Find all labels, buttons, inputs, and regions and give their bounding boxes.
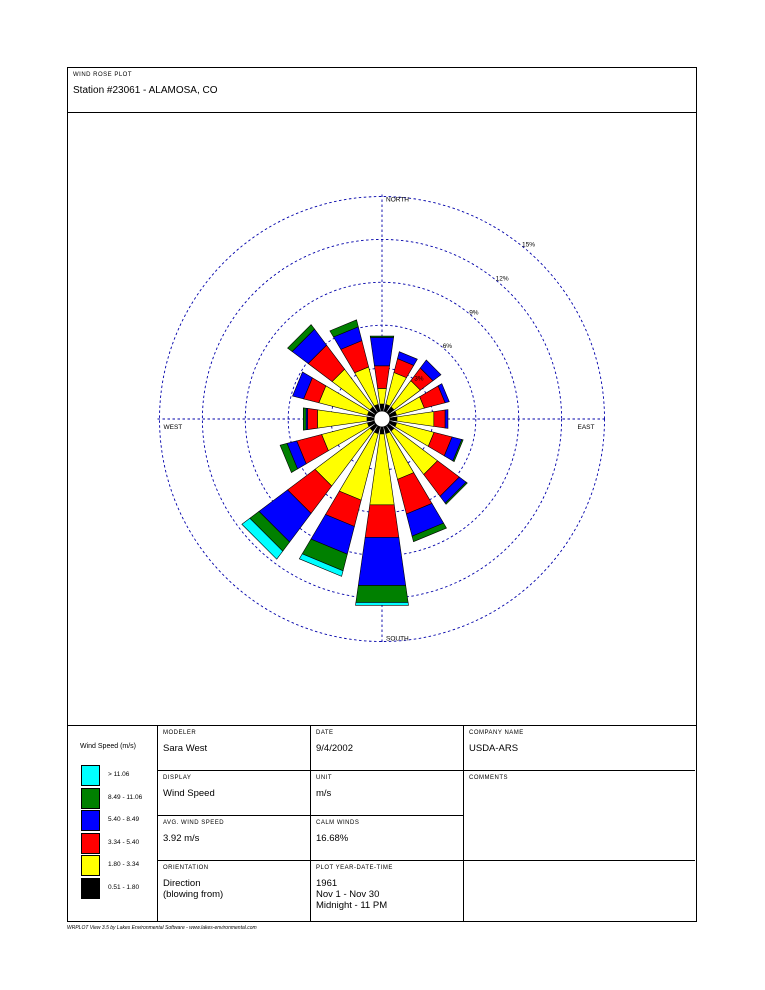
petal-e-2 (434, 410, 445, 428)
plot-header (68, 68, 696, 113)
comments-label: COMMENTS (469, 775, 508, 781)
legend-swatch-3 (81, 833, 100, 854)
plot-time-label: PLOT YEAR-DATE-TIME (316, 865, 393, 871)
petal-w-2 (308, 408, 318, 429)
legend-swatch-2 (81, 810, 100, 831)
ring-label-3: 3% (414, 375, 424, 383)
display-value: Wind Speed (163, 788, 215, 799)
petal-w-4 (303, 408, 306, 430)
orientation-note: (blowing from) (163, 889, 224, 900)
petal-n-4 (370, 336, 394, 337)
date-value: 9/4/2002 (316, 743, 353, 754)
plot-time-cell (311, 861, 463, 922)
petal-n-1 (378, 388, 387, 404)
wind-rose-svg (68, 113, 696, 725)
label-west: WEST (163, 424, 183, 431)
footer-credit: WRPLOT View 3.5 by Lakes Environmental Software - www.lakes-environmental.com (67, 925, 257, 931)
date-cell (311, 726, 463, 770)
ring-label-12: 12% (495, 275, 509, 283)
legend-swatch-4 (81, 855, 100, 876)
unit-cell (311, 771, 463, 815)
petal-n-0 (380, 404, 384, 411)
avg-speed-value: 3.92 m/s (163, 833, 200, 844)
unit-label: UNIT (316, 775, 332, 781)
wind-rose-plot (68, 113, 696, 725)
legend-swatch-5 (81, 878, 100, 899)
display-cell (158, 771, 310, 815)
label-east: EAST (577, 424, 595, 431)
calm-winds-value: 16.68% (316, 833, 349, 844)
orientation-cell (158, 861, 310, 922)
petal-w-0 (367, 417, 374, 421)
avg-speed-label: AVG. WIND SPEED (163, 820, 225, 826)
petal-s-5 (355, 602, 408, 605)
petal-s-4 (356, 585, 408, 602)
info-panel (68, 725, 696, 921)
company-cell (464, 726, 696, 770)
ring-label-6: 6% (442, 343, 453, 351)
modeler-cell (158, 726, 310, 770)
date-label: DATE (316, 730, 334, 736)
legend (68, 726, 157, 922)
unit-value: m/s (316, 788, 332, 799)
label-north: NORTH (386, 196, 409, 204)
legend-title: Wind Speed (m/s) (80, 743, 137, 750)
company-value: USDA-ARS (469, 743, 519, 754)
company-label: COMPANY NAME (469, 730, 524, 736)
plot-time-range: Midnight - 11 PM (316, 900, 388, 911)
plot-year: 1961 (316, 878, 338, 889)
petal-n-2 (374, 366, 389, 389)
calm-winds-label: CALM WINDS (316, 820, 360, 826)
petal-n-3 (370, 337, 393, 365)
legend-label-0: > 11.06 (108, 771, 130, 778)
orientation-label: ORIENTATION (163, 865, 209, 871)
petal-e-3 (445, 410, 448, 429)
legend-label-2: 5.40 - 8.49 (108, 816, 140, 823)
comments-cell (464, 771, 696, 860)
plot-caption: WIND ROSE PLOT (73, 72, 133, 78)
legend-swatch-1 (81, 788, 100, 809)
legend-label-5: 0.51 - 1.80 (108, 883, 140, 891)
petal-s-0 (380, 427, 384, 434)
petal-s-3 (358, 537, 405, 585)
legend-label-4: 1.80 - 3.34 (108, 861, 140, 868)
label-south: SOUTH (386, 635, 409, 643)
legend-label-3: 3.34 - 5.40 (108, 838, 140, 846)
display-label: DISPLAY (163, 775, 192, 781)
orientation-value: Direction (163, 878, 201, 889)
petal-e-0 (390, 417, 397, 421)
legend-label-1: 8.49 - 11.06 (108, 793, 143, 801)
calm-winds-cell (311, 816, 463, 860)
calm-circle (374, 411, 390, 427)
station-title: Station #23061 - ALAMOSA, CO (73, 85, 218, 96)
modeler-value: Sara West (163, 743, 208, 754)
plot-date-range: Nov 1 - Nov 30 (316, 889, 380, 900)
ring-label-15: 15% (522, 241, 536, 249)
avg-speed-cell (158, 816, 310, 860)
wind-rose-frame (67, 67, 697, 922)
petal-s-2 (365, 505, 399, 538)
legend-swatch-0 (81, 765, 100, 786)
ring-label-9: 9% (469, 309, 479, 317)
modeler-label: MODELER (163, 730, 197, 736)
